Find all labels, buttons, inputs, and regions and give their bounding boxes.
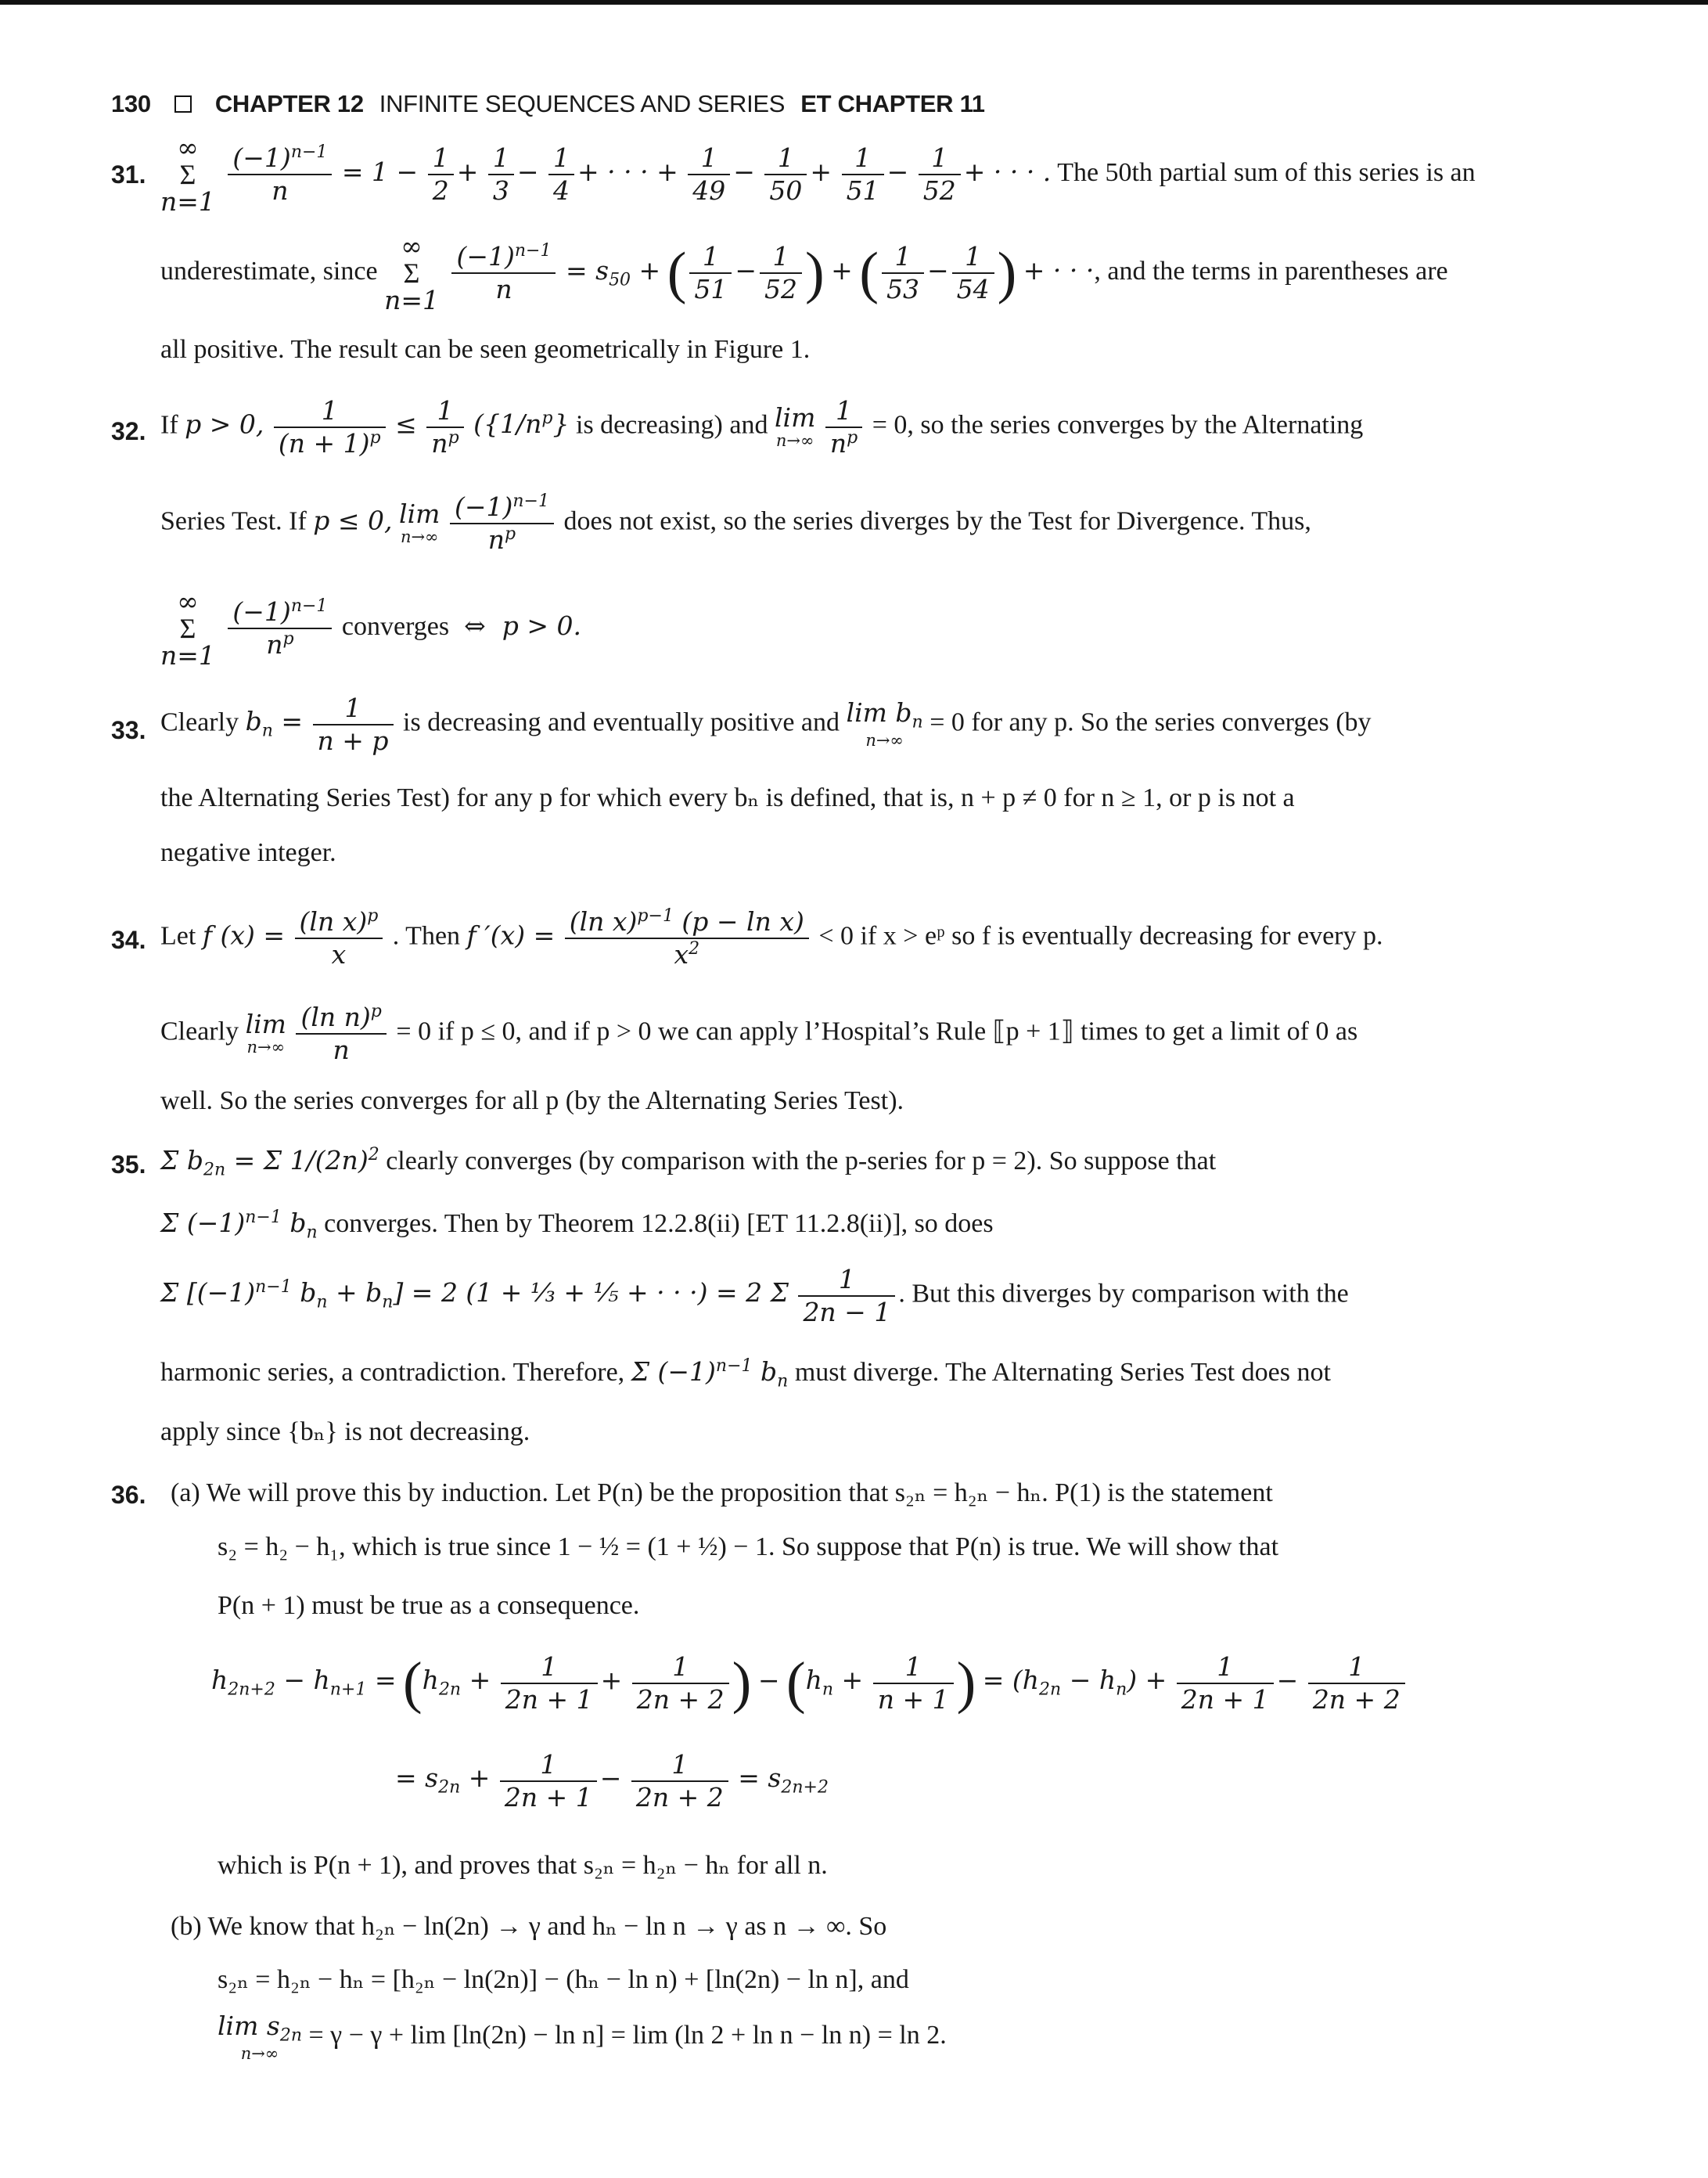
problem-35-text-2: converges. Then by Theorem 12.2.8(ii) [ET 11.2.8(ii)], so does [324, 1209, 994, 1238]
problem-32-text-6: converges [341, 611, 450, 641]
chapter-title: INFINITE SEQUENCES AND SERIES [379, 90, 786, 117]
problem-33-line-2: the Alternating Series Test) for any p for which every bₙ is defined, that is, n + p ≠ 0 for n ≥ 1, or p is not a [160, 783, 1295, 812]
running-header [111, 85, 985, 124]
problem-34-text-1: Let [160, 921, 196, 951]
problem-31-text-2: underestimate, since [160, 256, 378, 286]
page-number: 130 [111, 90, 151, 117]
chapter-label: CHAPTER 12 [214, 90, 364, 117]
problem-31-line-3: all positive. The result can be seen geometrically in Figure 1. [160, 335, 811, 364]
problem-34-line-1: Let f (x) = $\frac{(\ln x)^p}{x}$ . Then f ′(x) = $\frac{(\ln x)^{p-1} (p - \ln x)}{x^2}$ < 0 if x > eᵖ so f is eventually decreasing for every p. [160, 906, 1383, 970]
problem-35-line-3: Σ [$(-1)^{n-1}$ $b_n + b_n] = 2$ (1 + ⅓ + ⅕ + · · ·) = 2 Σ $\frac{1}{2n - 1}$ . But this diverges by comparison with the [160, 1264, 1349, 1327]
problem-35-text-1: clearly converges (by comparison with the p-series for p = 2). So suppose that [386, 1147, 1217, 1175]
problem-35-text-5: must diverge. The Alternating Series Test does not [794, 1358, 1331, 1387]
top-rule [0, 0, 1708, 5]
problem-36-b-line-2: s₂ₙ = h₂ₙ − hₙ = [h₂ₙ − ln(2n)] − (hₙ − ln n) + [ln(2n) − ln n], and [218, 1965, 909, 1994]
problem-32-text-5: does not exist, so the series diverges by the Test for Divergence. Thus, [563, 506, 1311, 536]
problem-32-text-2: is decreasing) and [576, 410, 768, 440]
problem-36-a-line-2: s₂ = h₂ − h₁, which is true since 1 − ½ = (1 + ½) − 1. So suppose that P(n) is true. We will show that [218, 1532, 1279, 1561]
problem-32-line-2: Series Test. If p ≤ 0, lim n→∞ $\frac{(-1)^{n-1}}{n^p}$ does not exist, so the series diverges by the Test for Divergence. Thus, [160, 491, 1311, 555]
problem-31-line-1: ∞ Σ n=1 $\frac{(-1)^{n-1}}{n}$ = 1 − $\frac{1}{2}$ + $\frac{1}{3}$ − $\frac{1}{4}$ + · · · + $\frac{1}{49}$ − $\frac{1}{50}$ + $\frac{1}{51}$ − $\frac{1}{52}$ + · · · . The 50th partial sum of this series is an [160, 132, 1476, 217]
problem-36-a-line-1: (a) We will prove this by induction. Let P(n) be the proposition that s₂ₙ = h₂ₙ − hₙ. P(1) is the statement [171, 1478, 1273, 1507]
problem-32-text-1: If [160, 410, 178, 440]
problem-36-b-line-1: (b) We know that h₂ₙ − ln(2n) → γ and hₙ − ln n → γ as n → ∞. So [171, 1912, 887, 1941]
problem-36-a-equation-1: $h_{2n+2} - h_{n+1} = (h_{2n}$ + $\frac{1}{2n + 1}$ + $\frac{1}{2n + 2}$ ) − ($h_n$ + $\frac{1}{n + 1}$ ) = $(h_{2n} - h_n)$ + $\frac{1}{2n + 1}$ − $\frac{1}{2n + 2}$ [211, 1651, 1408, 1715]
problem-36-text-b3: = γ − γ + lim [ln(2n) − ln n] = lim (ln 2 + ln n − ln n) = ln 2. [308, 2021, 947, 2050]
problem-33-line-3: negative integer. [160, 838, 336, 867]
problem-32-line-1: If p > 0, $\frac{1}{(n + 1)^p}$ ≤ $\frac{1}{n^p}$ ($\{1/n^p\}$ is decreasing) and lim n→∞ $\frac{1}{n^p}$ = 0, so the series converges by the Alternating [160, 395, 1364, 459]
problem-32-line-3: ∞ Σ n=1 $\frac{(-1)^{n-1}}{n^p}$ converges ⇔ p > 0. [160, 586, 581, 671]
problem-34-text-4: Clearly [160, 1017, 239, 1046]
sigma-symbol: ∞ Σ n=1 [160, 586, 215, 671]
problem-34-text-5: = 0 if p ≤ 0, and if p > 0 we can apply l’Hospital’s Rule ⟦p + 1⟧ times to get a limit of 0 as [396, 1017, 1358, 1046]
problem-36-a-line-3: P(n + 1) must be true as a consequence. [218, 1591, 640, 1620]
square-icon [174, 95, 192, 113]
problem-35-line-4: harmonic series, a contradiction. Therefore, Σ $(-1)^{n-1}$ $b_n$ must diverge. The Alternating Series Test does not [160, 1356, 1331, 1391]
problem-35-line-1: Σ $b_{2n} = \Sigma$ $1/(2n)^2$ clearly converges (by comparison with the p-series for p = 2). So suppose that [160, 1145, 1217, 1180]
problem-34-text-2: . Then [392, 921, 461, 951]
problem-34-text-3: < 0 if x > eᵖ so f is eventually decreasing for every p. [818, 921, 1383, 951]
problem-36-a-equation-2: = $s_{2n}$ + $\frac{1}{2n + 1}$ − $\frac{1}{2n + 2}$ = $s_{2n+2}$ [395, 1749, 829, 1813]
problem-36-a-line-6: which is P(n + 1), and proves that s₂ₙ = h₂ₙ − hₙ for all n. [218, 1851, 828, 1880]
problem-35-text-4: harmonic series, a contradiction. Therefore, [160, 1358, 625, 1387]
problem-31-number: 31. [111, 160, 146, 189]
problem-35-text-3: . But this diverges by comparison with the [898, 1279, 1349, 1309]
sigma-symbol: ∞ Σ n=1 [384, 231, 439, 315]
problem-34-line-2: Clearly lim n→∞ $\frac{(\ln n)^p}{n}$ = 0 if p ≤ 0, and if p > 0 we can apply l’Hospital’s Rule ⟦p + 1⟧ times to get a limit of 0 as [160, 1002, 1358, 1065]
problem-31-line-2: underestimate, since ∞ Σ n=1 $\frac{(-1)^{n-1}}{n}$ = $s_{50}$ + ( $\frac{1}{51}$ − $\frac{1}{52}$ ) + ( $\frac{1}{53}$ − $\frac{1}{54}$ ) + · · ·, and the terms in parentheses are [160, 231, 1448, 315]
problem-33-text-1: Clearly [160, 707, 239, 737]
problem-34-number: 34. [111, 926, 146, 954]
problem-36-number: 36. [111, 1481, 146, 1509]
problem-32-text-4: Series Test. If [160, 506, 307, 536]
problem-32-number: 32. [111, 417, 146, 445]
problem-33-number: 33. [111, 716, 146, 744]
sigma-symbol: ∞ Σ n=1 [160, 132, 215, 217]
problem-32-text-3: = 0, so the series converges by the Alternating [872, 410, 1364, 440]
problem-31-text-1: The 50th partial sum of this series is an [1057, 157, 1476, 187]
problem-35-number: 35. [111, 1150, 146, 1179]
problem-36-b-line-3: $\lim s_{2n}$ n→∞ = γ − γ + lim [ln(2n) − ln n] = lim (ln 2 + ln n − ln n) = ln 2. [218, 2011, 947, 2063]
problem-33-text-2: is decreasing and eventually positive and [403, 707, 840, 737]
problem-33-text-3: = 0 for any p. So the series converges (by [930, 707, 1372, 737]
problem-33-line-1: Clearly $b_n$ = $\frac{1}{n + p}$ is decreasing and eventually positive and $\lim b_n$ n→∞ = 0 for any p. So the series converges (by [160, 693, 1372, 756]
problem-35-line-5: apply since {bₙ} is not decreasing. [160, 1417, 530, 1446]
problem-31-text-3: , and the terms in parentheses are [1094, 256, 1448, 286]
et-chapter-label: ET CHAPTER 11 [800, 90, 985, 117]
problem-35-line-2: Σ $(-1)^{n-1}$ $b_n$ converges. Then by Theorem 12.2.8(ii) [ET 11.2.8(ii)], so does [160, 1208, 994, 1243]
problem-34-line-3: well. So the series converges for all p (by the Alternating Series Test). [160, 1086, 904, 1115]
